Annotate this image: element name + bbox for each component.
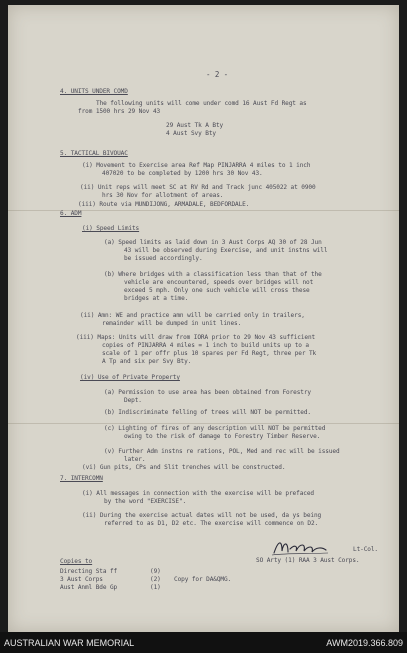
paragraph-line: later. [124,456,146,463]
paragraph-line: referred to as D1, D2 etc. The exercise will commence on D2. [104,520,319,527]
archive-reference: AWM2019.366.809 [326,638,403,648]
copies-note: Copy for DA&QMG. [174,576,232,583]
copies-row-count: (9) [150,568,161,575]
paragraph-line: be issued accordingly. [124,255,203,262]
paragraph-line: owing to the risk of damage to Forestry Timber Reserve. [124,433,321,440]
paragraph-line: (iii) Maps: Units will draw from IORA prior to 29 Nov 43 sufficient [76,334,316,341]
paragraph-line: (i) All messages in connection with the exercise will be prefaced [82,490,314,497]
handwritten-signature [270,537,330,559]
section-4-heading: 4. UNITS UNDER COMD [60,88,128,95]
document-page [8,5,399,632]
copies-row-label: 3 Aust Corps [60,576,103,583]
paragraph-line: 407020 to be completed by 1200 hrs 30 Nov 43. [102,170,263,177]
copies-row-label: Directing Sta ff [60,568,118,575]
paragraph-line: (iii) Route via MUNDIJONG, ARMADALE, BEDFORDALE. [78,201,250,208]
paragraph-line: Dept. [124,397,142,404]
paragraph-line: 43 will be observed during Exercise, and unit instns will [124,247,328,254]
signature-unit: SO Arty (1) RAA 3 Aust Corps. [256,557,360,564]
page-number: - 2 - [206,70,229,79]
subsection-heading: (iv) Use of Private Property [80,374,180,381]
paragraph-line: (b) Where bridges with a classification less than that of the [104,271,322,278]
section-4-text: from 1500 hrs 29 Nov 43 [78,108,161,115]
paragraph-line: vehicle are encountered, speeds over bridges will not [124,279,314,286]
paragraph-line: (vi) Gun pits, CPs and Slit trenches will be constructed. [82,464,286,471]
paragraph-line: A Tp and six per Svy Bty. [102,358,192,365]
copies-row-count: (2) [150,576,161,583]
subsection-heading: (i) Speed Limits [82,225,140,232]
paragraph-line: scale of 1 per offr plus 10 spares per Fd Regt, three per Tk [102,350,317,357]
paragraph-line: (c) Lighting of fires of any description will NOT be permitted [104,425,326,432]
copies-heading: Copies to [60,558,93,565]
paragraph-line: (b) Indiscriminate felling of trees will NOT be permitted. [104,409,311,416]
paragraph-line: (ii) During the exercise actual dates will not be used, da ys being [82,512,322,519]
signature-rank: Lt-Col. [353,546,378,553]
paragraph-line: by the word "EXERCISE". [104,498,187,505]
copies-row-count: (1) [150,584,161,591]
unit-entry: 4 Aust Svy Bty [166,130,216,137]
paragraph-line: exceed 5 mph. Only one such vehicle will cross these [124,287,310,294]
paragraph-line: copies of PINJARRA 4 miles = 1 inch to build units up to a [102,342,309,349]
paragraph-line: (ii) Unit reps will meet SC at RV Rd and Track junc 405022 at 0900 [80,184,316,191]
paragraph-line: (v) Further Adm instns re rations, POL, Med and rec will be issued [104,448,340,455]
paragraph-line: remainder will be dumped in unit lines. [102,320,242,327]
section-6-heading: 6. ADM [60,210,82,217]
unit-entry: 29 Aust Tk A Bty [166,122,224,129]
paragraph-line: (i) Movement to Exercise area Ref Map PINJARRA 4 miles to 1 inch [82,162,311,169]
archive-footer [0,632,407,653]
paragraph-line: (ii) Amn: WE and practice amn will be carried only in trailers, [80,312,305,319]
section-4-text: The following units will come under comd 16 Aust Fd Regt as [96,100,307,107]
paragraph-line: (a) Permission to use area has been obtained from Forestry [104,389,311,396]
institution-name: AUSTRALIAN WAR MEMORIAL [4,638,135,648]
copies-row-label: Aust Anml Bde Gp [60,584,118,591]
paragraph-line: (a) Speed limits as laid down in 3 Aust Corps AQ 30 of 28 Jun [104,239,322,246]
section-7-heading: 7. INTERCOMN [60,475,103,482]
section-5-heading: 5. TACTICAL BIVOUAC [60,150,128,157]
paragraph-line: hrs 30 Nov for allotment of areas. [102,192,224,199]
fold-line [8,423,399,424]
paragraph-line: bridges at a time. [124,295,189,302]
